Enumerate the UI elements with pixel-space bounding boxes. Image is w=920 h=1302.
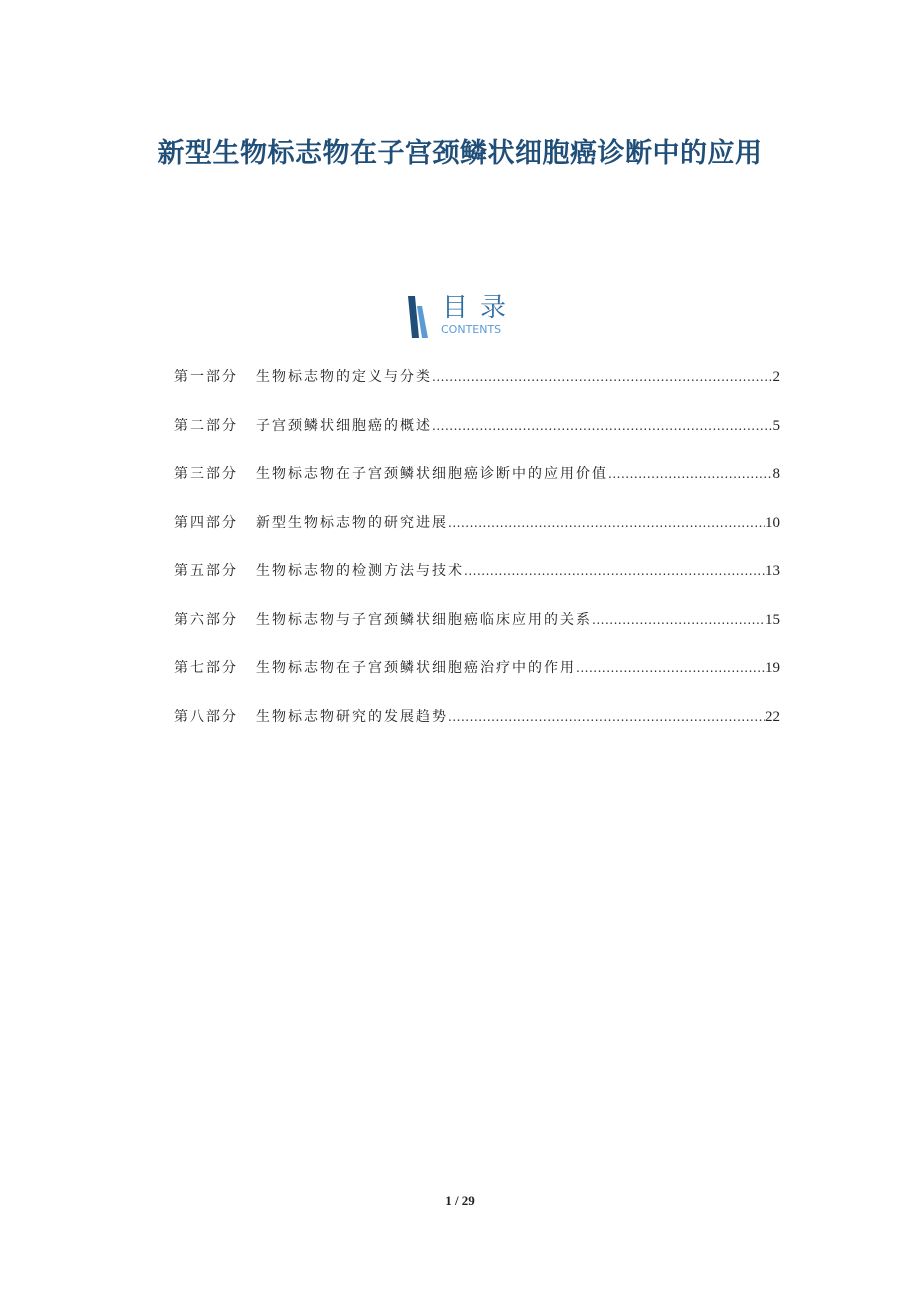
toc-part-label: 第五部分 [174,563,238,579]
document-title: 新型生物标志物在子宫颈鳞状细胞癌诊断中的应用 [157,138,763,170]
toc-page-number: 2 [772,369,780,385]
toc-entry-3[interactable] [174,463,780,512]
toc-page-number: 5 [772,417,780,434]
toc-entry-6[interactable] [174,609,780,658]
toc-dot-leader [448,706,765,728]
toc-entry-title: 生物标志物的检测方法与技术 [256,563,464,579]
toc-page-number: 15 [765,611,780,628]
toc-heading: 目录 [442,293,519,323]
toc-page-number: 13 [765,563,780,579]
toc-entry-7[interactable] [174,657,780,706]
page-indicator: 1 / 29 [445,1193,475,1208]
toc-entry-8[interactable] [174,706,780,755]
toc-entry-title: 子宫颈鳞状细胞癌的概述 [256,417,432,434]
toc-part-label: 第七部分 [174,660,238,676]
toc-entry-4[interactable] [174,512,780,561]
toc-part-label: 第四部分 [174,514,238,531]
toc-subheading: CONTENTS [441,323,502,336]
toc-page-number: 19 [765,660,780,676]
toc-dot-leader [464,560,765,582]
toc-entry-2[interactable] [174,415,780,464]
toc-entry-title: 新型生物标志物的研究进展 [256,514,448,531]
toc-dot-leader [448,512,765,534]
toc-part-label: 第六部分 [174,611,238,628]
toc-header [408,294,528,340]
toc-page-number: 22 [765,708,780,725]
toc-entry-title: 生物标志物与子宫颈鳞状细胞癌临床应用的关系 [256,611,592,628]
toc-entry-5[interactable] [174,560,780,609]
toc-page-number: 10 [765,514,780,531]
toc-dot-leader [576,657,765,679]
table-of-contents [174,366,780,754]
contents-logo-icon [408,296,430,338]
toc-entry-title: 生物标志物在子宫颈鳞状细胞癌治疗中的作用 [256,660,576,676]
toc-dot-leader [432,366,773,388]
toc-part-label: 第三部分 [174,466,238,482]
toc-page-number: 8 [772,466,780,482]
toc-entry-1[interactable] [174,366,780,415]
toc-part-label: 第二部分 [174,417,238,434]
toc-entry-title: 生物标志物的定义与分类 [256,369,432,385]
toc-dot-leader [432,415,773,437]
toc-entry-title: 生物标志物研究的发展趋势 [256,708,448,725]
toc-part-label: 第八部分 [174,708,238,725]
toc-dot-leader [608,463,773,485]
toc-dot-leader [592,609,765,631]
toc-entry-title: 生物标志物在子宫颈鳞状细胞癌诊断中的应用价值 [256,466,608,482]
toc-part-label: 第一部分 [174,369,238,385]
